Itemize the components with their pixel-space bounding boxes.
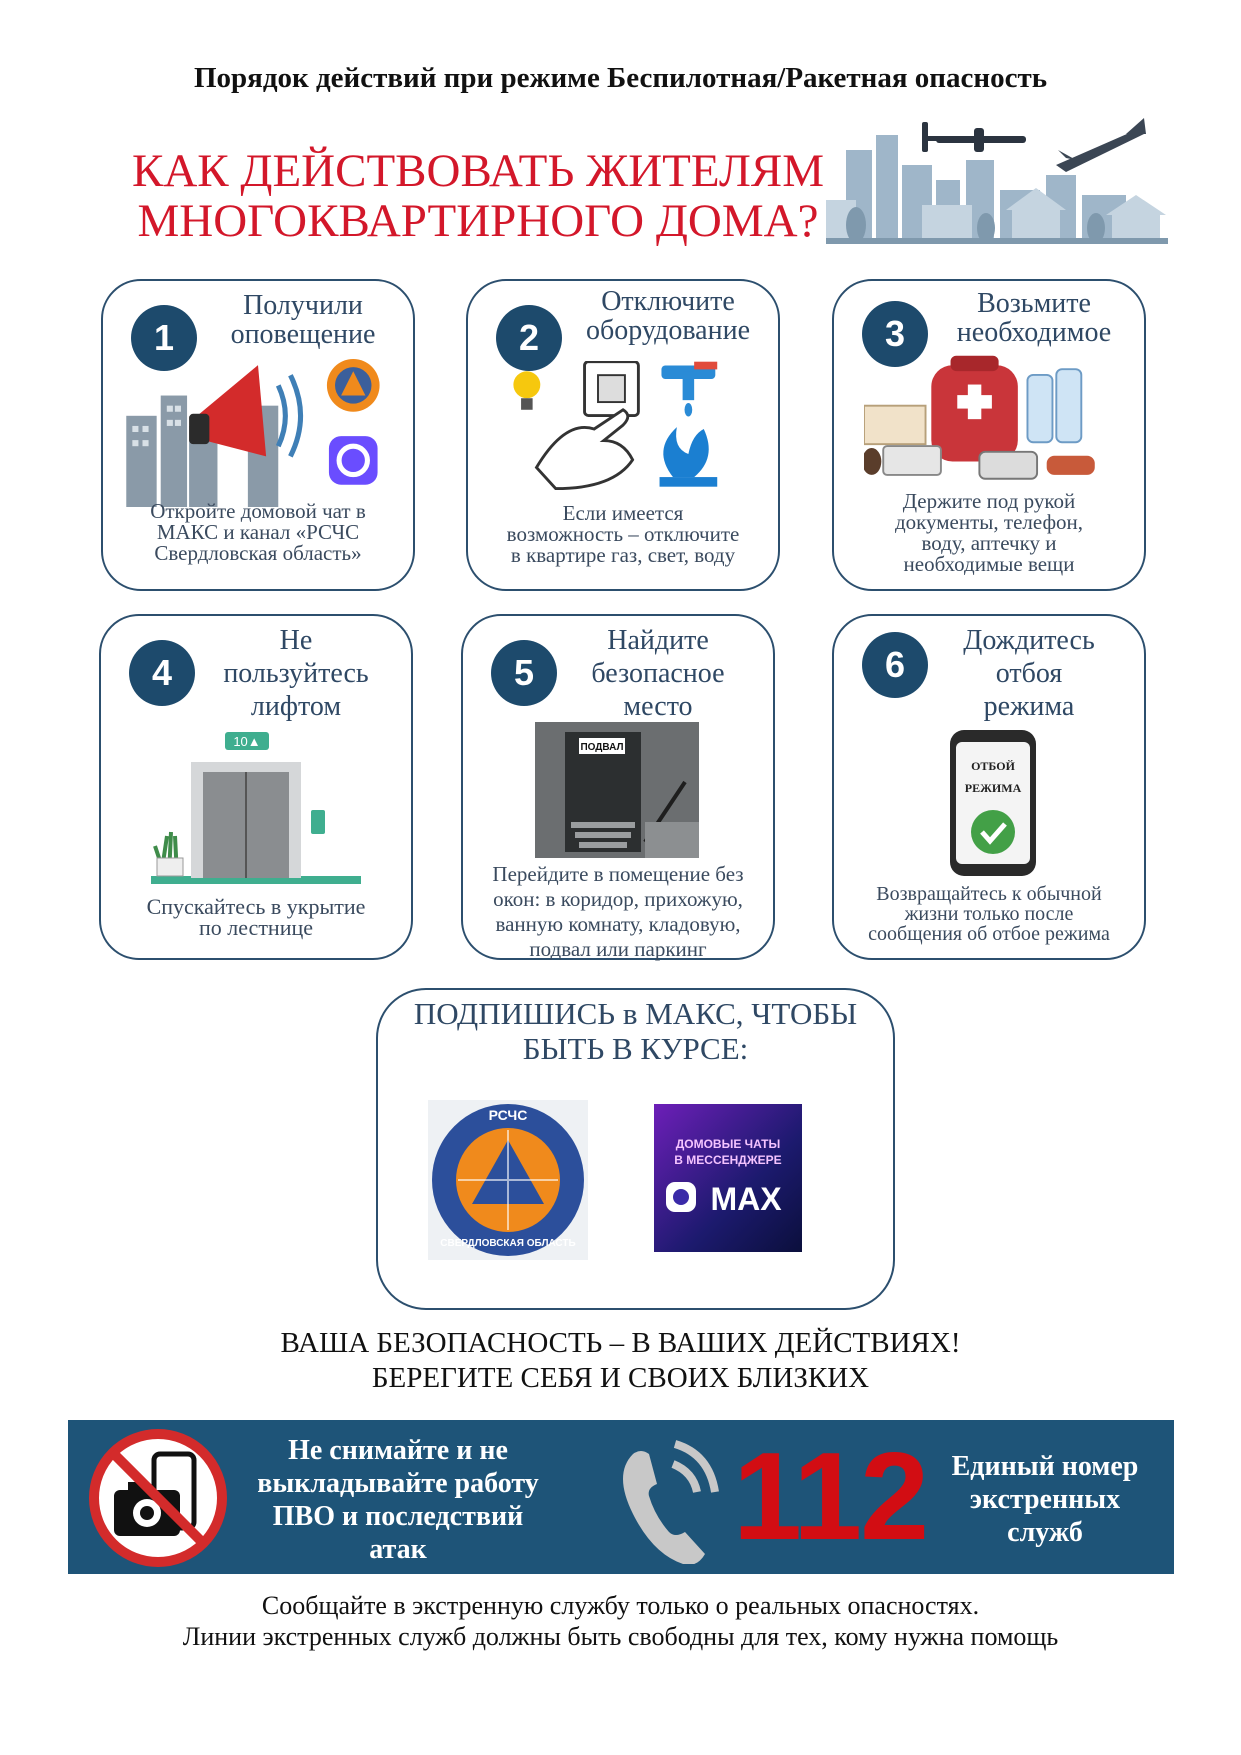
subscribe-card: [376, 988, 895, 1310]
phone-screen-line-2: РЕЖИМА: [964, 781, 1022, 795]
step-text-5: Перейдите в помещение без окон: в коридор, прихожую, ванную комнату, кладовую, подвал или паркинг: [492, 862, 744, 961]
step-title-3: Возьмите необходимое: [956, 288, 1112, 348]
warning-banner: [68, 1420, 1174, 1574]
switch-gas-water-icon: [498, 361, 748, 497]
rschs-logo-bottom: СВЕРДЛОВСКАЯ ОБЛАСТЬ: [440, 1238, 576, 1249]
backpack-icon: [864, 355, 1114, 491]
motto-line-1: ВАША БЕЗОПАСНОСТЬ – В ВАШИХ ДЕЙСТВИЯХ!: [280, 1327, 961, 1359]
step-number-5: 5: [491, 640, 557, 706]
rschs-logo-top: РСЧС: [488, 1107, 528, 1123]
footer-line-2: Линии экстренных служб должны быть свободны для тех, кому нужна помощь: [182, 1622, 1059, 1651]
missile-icon: [1056, 118, 1146, 172]
step-number-6: 6: [862, 632, 928, 698]
max-logo-line-2: В МЕССЕНДЖЕРЕ: [674, 1153, 782, 1167]
subscribe-title: ПОДПИШИСЬ в МАКС, ЧТОБЫ БЫТЬ В КУРСЕ:: [413, 996, 858, 1066]
step-number-1: 1: [131, 305, 197, 371]
step-number-4: 4: [129, 640, 195, 706]
step-card-5: [461, 614, 775, 960]
step-number-2: 2: [496, 305, 562, 371]
elevator-floor-display: 10▲: [233, 734, 261, 749]
step-card-1: [101, 279, 415, 591]
no-photo-warning: Не снимайте и не выкладывайте работу ПВО и последствий атак: [257, 1435, 539, 1565]
step-text-1: Откройте домовой чат в МАКС и канал «РСЧС Свердловская область»: [150, 499, 366, 565]
max-logo-line-1: ДОМОВЫЕ ЧАТЫ: [675, 1137, 781, 1151]
step-text-3: Держите под рукой документы, телефон, воду, аптечку и необходимые вещи: [894, 489, 1084, 576]
step-title-5: Найдите безопасное место: [591, 625, 725, 722]
no-photo-icon: [88, 1428, 228, 1568]
door-sign: ПОДВАЛ: [580, 742, 624, 753]
headline-line-1: КАК ДЕЙСТВОВАТЬ ЖИТЕЛЯМ: [132, 145, 824, 197]
step-card-4: [99, 614, 413, 960]
phone-screen-line-1: ОТБОЙ: [971, 759, 1015, 773]
step-card-6: [832, 614, 1146, 960]
step-text-6: Возвращайтесь к обычной жизни только после сообщения об отбое режима: [868, 883, 1110, 945]
step-card-2: [466, 279, 780, 591]
step-text-4: Спускайтесь в укрытие по лестнице: [146, 894, 366, 940]
motto-line-2: БЕРЕГИТЕ СЕБЯ И СВОИХ БЛИЗКИХ: [371, 1362, 870, 1394]
max-logo-brand: MAX: [710, 1181, 782, 1217]
emergency-number-label: Единый номер экстренных служб: [951, 1451, 1139, 1548]
check-icon: [971, 810, 1015, 854]
headline-line-2: МНОГОКВАРТИРНОГО ДОМА?: [137, 195, 819, 247]
step-text-2: Если имеется возможность – отключите в квартире газ, свет, воду: [506, 501, 740, 567]
step-title-1: Получили оповещение: [230, 290, 376, 350]
basement-stairs-icon: [535, 722, 699, 858]
city-drone-illustration: [826, 110, 1168, 260]
document-title: Порядок действий при режиме Беспилотная/Ракетная опасность: [193, 62, 1048, 94]
footer-note: [0, 1590, 1241, 1652]
step-number-3: 3: [862, 301, 928, 367]
motto: [0, 1326, 1241, 1396]
headline: [118, 146, 838, 246]
step-card-3: [832, 279, 1146, 591]
step-title-4: Не пользуйтесь лифтом: [223, 625, 369, 722]
phone-call-icon: [613, 1434, 723, 1564]
rschs-logo: [428, 1100, 588, 1260]
step-title-2: Отключите оборудование: [585, 286, 751, 346]
step-title-6: Дождитесь отбоя режима: [963, 625, 1095, 722]
elevator-icon: [151, 726, 361, 886]
max-logo: [654, 1104, 802, 1252]
phone-check-icon: [948, 728, 1038, 878]
footer-line-1: Сообщайте в экстренную службу только о реальных опасностях.: [261, 1591, 980, 1620]
megaphone-icon: [123, 355, 393, 507]
drone-icon: [922, 122, 1026, 152]
emergency-number: 112: [733, 1428, 928, 1566]
